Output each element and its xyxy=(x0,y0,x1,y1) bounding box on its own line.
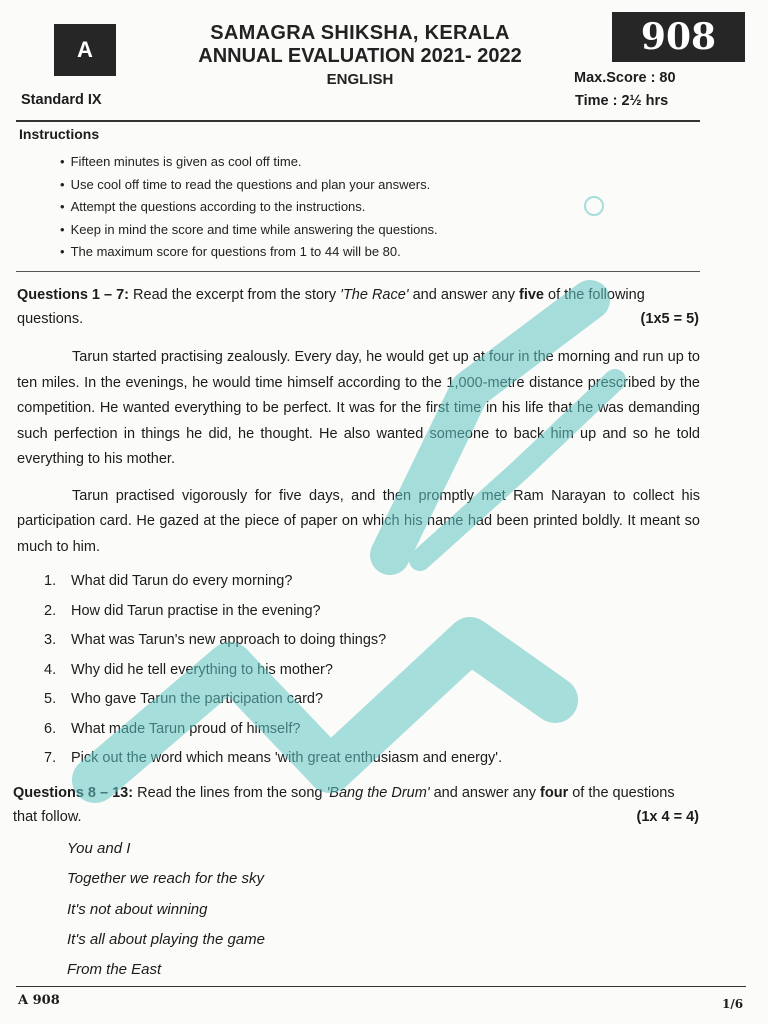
question-text: How did Tarun practise in the evening? xyxy=(71,602,321,619)
instructions-list xyxy=(60,151,438,264)
question-text: What was Tarun's new approach to doing things? xyxy=(71,632,387,648)
header-divider xyxy=(16,120,700,122)
question-number: 1. xyxy=(44,573,57,589)
subject-name: ENGLISH xyxy=(326,71,394,88)
question-number: 4. xyxy=(44,661,57,678)
time-allowed: Time : 2½ hrs xyxy=(575,93,669,109)
section2-text: of the questions that follow. xyxy=(13,785,675,825)
footer-code: A 908 xyxy=(18,993,60,1008)
question-item xyxy=(44,626,502,656)
poem-line: It's all about playing the game xyxy=(67,930,265,948)
section1-heading xyxy=(17,283,701,331)
section1-text: and answer any xyxy=(408,287,520,303)
instructions-divider xyxy=(16,271,700,272)
question-item xyxy=(44,744,502,774)
section1-score: (1x5 = 5) xyxy=(640,311,699,327)
instructions-title: Instructions xyxy=(19,126,100,142)
question-number: 6. xyxy=(44,720,57,737)
question-text: Who gave Tarun the participation card? xyxy=(71,691,324,707)
page-number: 1/6 xyxy=(722,997,744,1011)
poem-line: From the East xyxy=(67,961,162,979)
board-name: SAMAGRA SHIKSHA, KERALA xyxy=(210,22,510,44)
section1-text: Read the excerpt from the story xyxy=(129,287,341,303)
poem-line: Together we reach for the sky xyxy=(67,870,265,888)
question-text: Pick out the word which means 'with great enthusiasm and energy'. xyxy=(71,750,503,766)
instruction-item: • Attempt the questions according to the instructions. xyxy=(60,196,438,219)
question-number: 5. xyxy=(44,691,57,707)
section1-label: Questions 1 – 7: xyxy=(17,287,130,303)
story-title: 'The Race' xyxy=(340,287,409,303)
question-item xyxy=(44,597,502,627)
poem-line: You and I xyxy=(67,840,131,857)
section2-count: four xyxy=(540,785,569,801)
max-score: Max.Score : 80 xyxy=(574,70,676,86)
section1-questions xyxy=(44,567,502,774)
paper-code-badge: 908 xyxy=(612,12,745,62)
question-item xyxy=(44,656,502,686)
question-item xyxy=(44,715,502,745)
question-item xyxy=(44,685,502,715)
story-excerpt xyxy=(17,345,700,571)
set-badge: A xyxy=(54,24,116,76)
section2-score: (1x 4 = 4) xyxy=(636,809,699,825)
footer-divider xyxy=(16,986,746,987)
song-lines xyxy=(67,834,265,985)
excerpt-paragraph: Tarun practised vigorously for five days, and then promptly met Ram Narayan to collect his participation card. He gazed at the piece of paper on which his name had been printed boldly. It meant so much to him. xyxy=(17,487,700,555)
standard-label: Standard IX xyxy=(21,92,102,108)
section2-heading xyxy=(13,781,701,829)
question-item xyxy=(44,567,502,597)
section2-label: Questions 8 – 13: xyxy=(13,785,134,801)
question-number: 7. xyxy=(44,750,57,766)
song-title: 'Bang the Drum' xyxy=(326,785,430,801)
section1-text: of the following questions. xyxy=(17,287,645,327)
instruction-item: • The maximum score for questions from 1 to 44 will be 80. xyxy=(60,241,438,264)
question-number: 2. xyxy=(44,602,57,619)
question-text: What did Tarun do every morning? xyxy=(71,573,293,589)
exam-heading xyxy=(160,22,560,88)
question-number: 3. xyxy=(44,632,57,648)
instruction-item: • Keep in mind the score and time while answering the questions. xyxy=(60,219,438,242)
question-text: What made Tarun proud of himself? xyxy=(71,720,301,737)
instruction-item: • Fifteen minutes is given as cool off time. xyxy=(60,151,438,174)
section2-text: and answer any xyxy=(429,785,541,801)
watermark-registered-mark xyxy=(585,197,603,215)
section1-count: five xyxy=(519,287,545,303)
instruction-item: • Use cool off time to read the questions and plan your answers. xyxy=(60,174,438,197)
poem-line: It's not about winning xyxy=(67,900,208,918)
excerpt-paragraph: Tarun started practising zealously. Every day, he would get up at four in the morning and run up to ten miles. In the evenings, he would time himself according to the 1,000-metre distance prescribed by the competition. He wanted everything to be perfect. It was for the first time in his life that he was demanding such perfection in things he did, he thought. He also wanted someone to back him up and so he told everything to his mother. xyxy=(17,349,700,467)
section2-text: Read the lines from the song xyxy=(133,785,327,801)
question-text: Why did he tell everything to his mother? xyxy=(71,661,333,678)
exam-name: ANNUAL EVALUATION 2021- 2022 xyxy=(198,45,522,67)
